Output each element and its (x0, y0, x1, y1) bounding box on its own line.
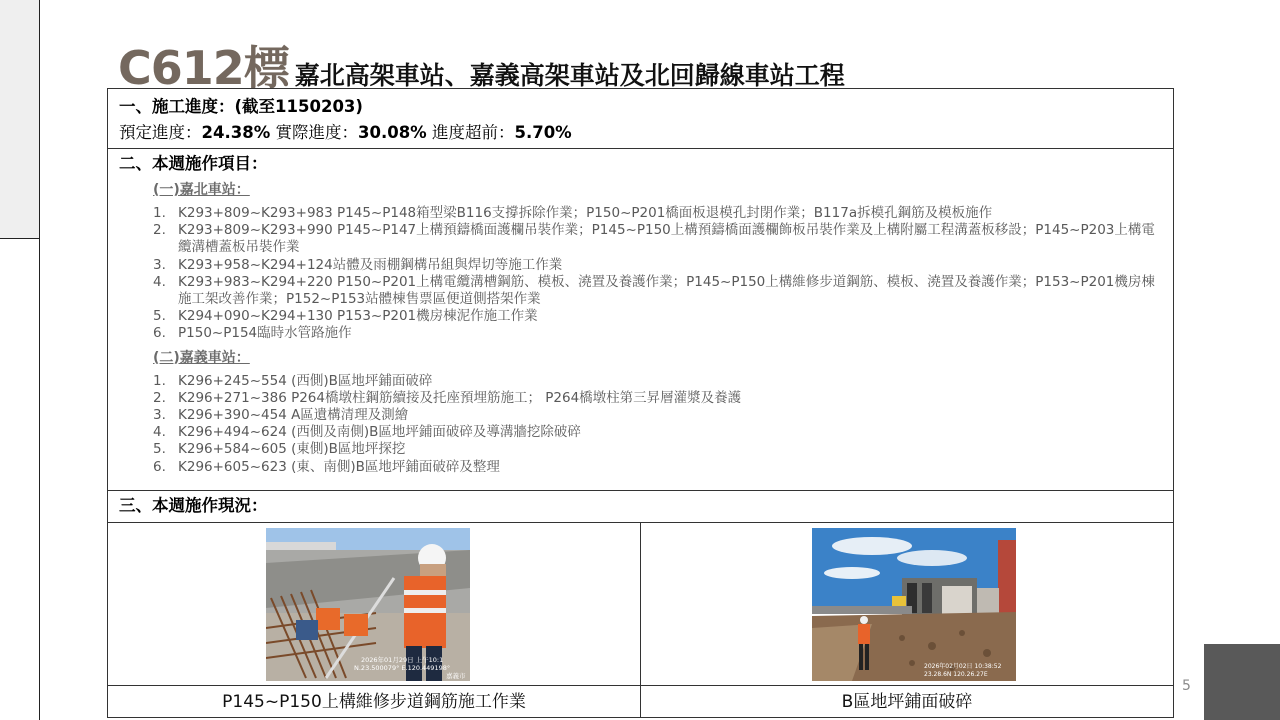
progress-heading: 一、施工進度：(截至1150203) (119, 97, 363, 116)
list-item: 5. K296+584~605 (東側)B區地坪探挖 (153, 441, 406, 458)
photo-caption-left: P145~P150上構維修步道鋼筋施工作業 (108, 685, 640, 718)
photo-caption-right: B區地坪鋪面破碎 (641, 685, 1173, 718)
project-name: 嘉北高架車站、嘉義高架車站及北回歸線車站工程 (294, 61, 845, 90)
list-item: 1. K293+809~K293+983 P145~P148箱型梁B116支撐拆除作業；P150~P201橋面板退模孔封閉作業；B117a拆模孔鋼筋及模板施作 (153, 205, 993, 221)
progress-values (108, 122, 1173, 144)
ahead-label: 進度超前： (426, 123, 515, 142)
list-item: 1. K296+245~554 (西側)B區地坪鋪面破碎 (153, 372, 433, 389)
list-item: 2. K296+271~386 P264橋墩柱鋼筋續接及托座預埋筋施工； P264橋墩柱第三昇層灌漿及養護 (153, 389, 742, 406)
group-heading-jiabei: (一)嘉北車站： (153, 182, 250, 198)
list-item: 2. K293+809~K293+990 P145~P147上構預鑄橋面護欄吊裝作業；P145~P150上構預鑄橋面護欄飾板吊裝作業及上構附屬工程溝蓋板移設；P145~P203上構電纜溝槽蓋板吊裝作業 (153, 222, 1155, 256)
actual-value: 30.08% (357, 123, 427, 142)
jiabei-items-list (108, 205, 1173, 343)
left-border-line (39, 238, 40, 720)
list-item: 4. K296+494~624 (西側及南側)B區地坪鋪面破碎及導溝牆挖除破碎 (153, 424, 581, 441)
list-item: 3. K293+958~K294+124站體及雨棚鋼構吊組與焊切等施工作業 (153, 256, 563, 273)
photo-stamp-line2: 23.28.6N 120.26.27E (924, 671, 988, 678)
list-item: 5. K294+090~K294+130 P153~P201機房棟泥作施工作業 (153, 308, 538, 325)
photo-cell-left (108, 522, 641, 717)
work-items-section (107, 147, 1174, 491)
corner-decoration (1204, 644, 1280, 720)
site-status-section (107, 490, 1174, 523)
list-item: 3. K296+390~454 A區遺構清理及測繪 (153, 407, 409, 424)
progress-section (107, 88, 1174, 149)
ahead-value: 5.70% (514, 123, 572, 142)
photo-stamp-line3: 嘉義市 (446, 672, 466, 680)
project-code: C612標 (118, 41, 289, 95)
photo-stamp-line1: 2026年02月02日 10:38:52 (924, 663, 1002, 670)
list-item: 4. K293+983~K294+220 P150~P201上構電纜溝槽鋼筋、模板、澆置及養護作業；P145~P150上構維修步道鋼筋、模板、澆置及養護作業；P153~P201機房棟施工架改善作業；P152~P153站體棟售票區便道側搭架作業 (153, 273, 1155, 308)
site-photo-paving-break[interactable] (812, 528, 1016, 681)
list-item: 6. P150~P154臨時水管路施作 (153, 325, 352, 342)
site-photo-rebar-work[interactable] (266, 528, 470, 681)
actual-label: 實際進度： (270, 123, 358, 142)
planned-value: 24.38% (201, 123, 271, 142)
list-item: 6. K296+605~623 (東、南側)B區地坪鋪面破碎及整理 (153, 458, 500, 475)
work-items-heading: 二、本週施作項目： (119, 154, 268, 173)
photo-stamp-line1: 2026年01月29日 上午10:1 (361, 656, 444, 664)
planned-label: 預定進度： (119, 123, 202, 142)
photo-table (107, 522, 1174, 718)
photo-stamp-line2: N.23.500079° E.120.449198° (354, 664, 451, 672)
group-heading-chiayi: (二)嘉義車站： (153, 349, 250, 366)
site-status-heading: 三、本週施作現況： (119, 496, 268, 515)
chiayi-items-list (108, 373, 1173, 476)
photo-cell-right (641, 522, 1173, 717)
page-number: 5 (1182, 678, 1191, 694)
page-title (118, 32, 845, 95)
left-side-tab (0, 0, 40, 239)
